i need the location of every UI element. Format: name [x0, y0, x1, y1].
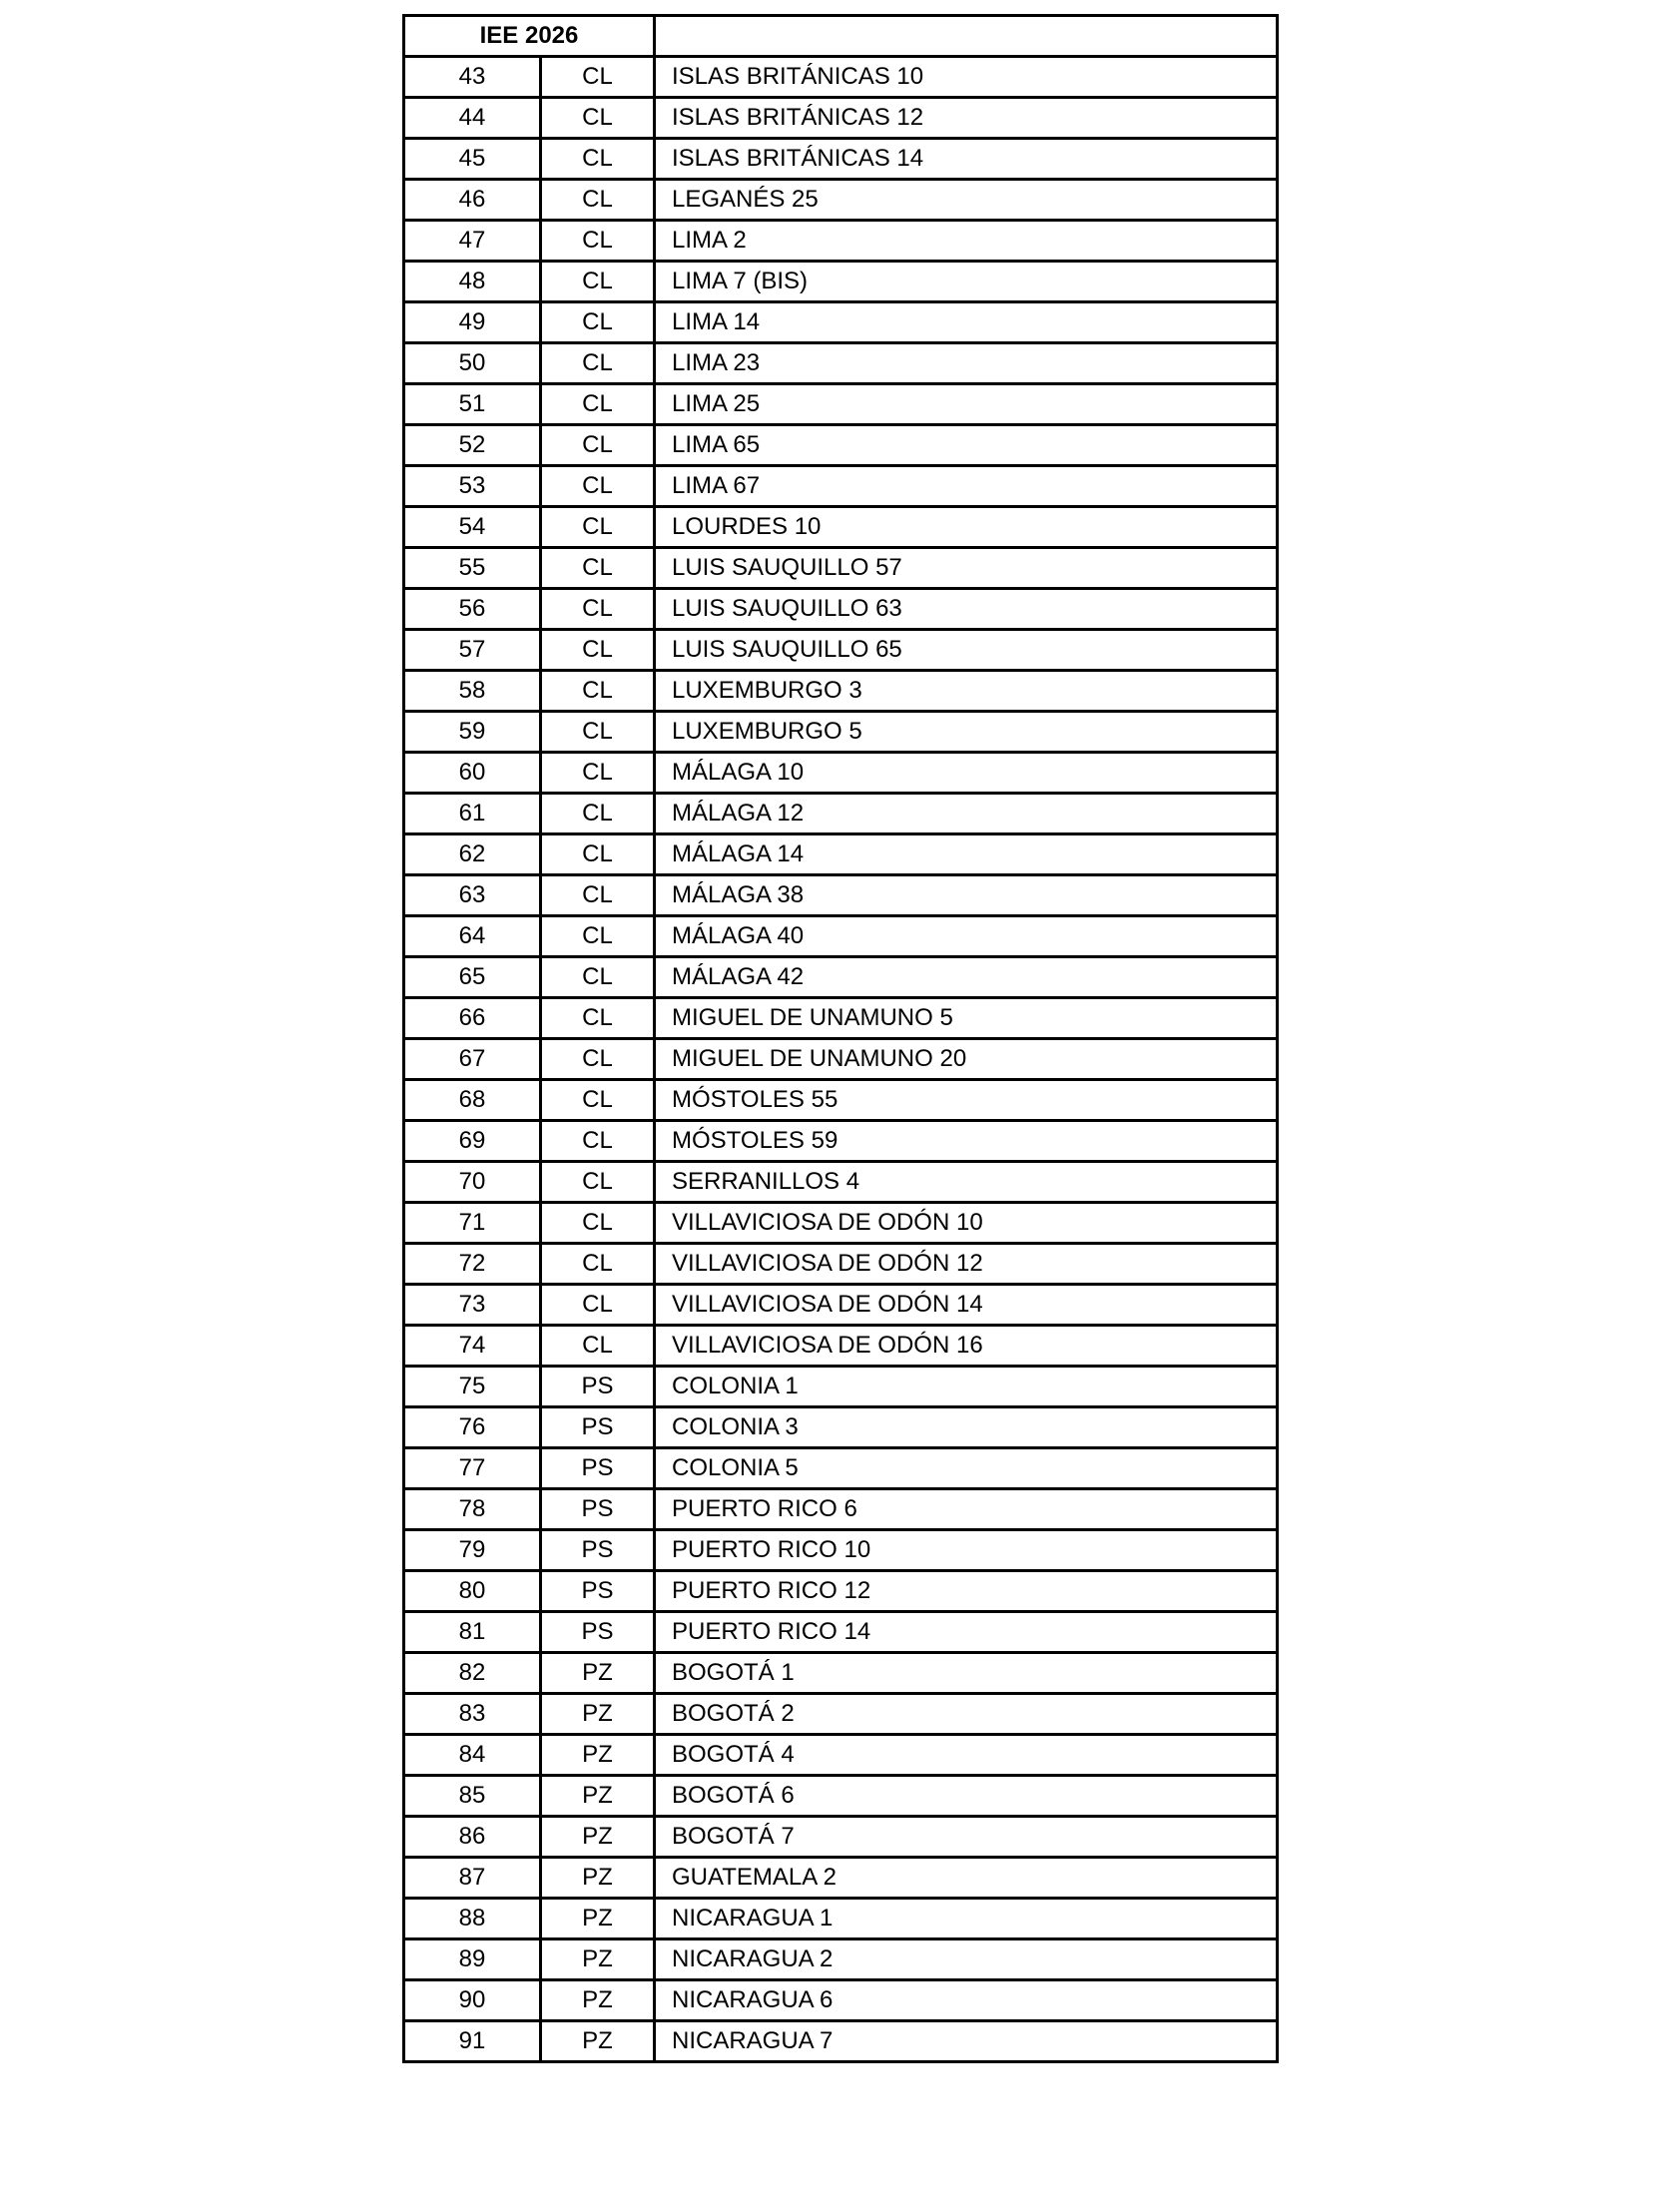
street-address: LUXEMBURGO 3 [655, 671, 1278, 712]
street-type: PS [541, 1489, 655, 1530]
table-row [404, 2021, 1278, 2062]
street-type: CL [541, 1039, 655, 1080]
table-row [404, 507, 1278, 548]
table-row [404, 343, 1278, 384]
row-number: 57 [404, 630, 541, 671]
table-row [404, 1407, 1278, 1448]
row-number: 90 [404, 1980, 541, 2021]
table-row [404, 1326, 1278, 1367]
street-address: ISLAS BRITÁNICAS 10 [655, 57, 1278, 98]
row-number: 70 [404, 1162, 541, 1203]
street-address: BOGOTÁ 6 [655, 1776, 1278, 1817]
row-number: 73 [404, 1285, 541, 1326]
street-type: PS [541, 1571, 655, 1612]
row-number: 67 [404, 1039, 541, 1080]
street-type: CL [541, 712, 655, 753]
street-type: PZ [541, 1694, 655, 1735]
street-type: PZ [541, 1980, 655, 2021]
table-row [404, 1776, 1278, 1817]
row-number: 79 [404, 1530, 541, 1571]
street-type: CL [541, 589, 655, 630]
table-row [404, 1653, 1278, 1694]
street-address: LEGANÉS 25 [655, 180, 1278, 221]
row-number: 45 [404, 139, 541, 180]
street-address: MÁLAGA 10 [655, 753, 1278, 794]
table-row [404, 1612, 1278, 1653]
row-number: 82 [404, 1653, 541, 1694]
street-type: CL [541, 343, 655, 384]
table-row [404, 466, 1278, 507]
row-number: 84 [404, 1735, 541, 1776]
table-row [404, 916, 1278, 957]
table-row [404, 1448, 1278, 1489]
table-row [404, 1694, 1278, 1735]
street-type: CL [541, 957, 655, 998]
table-row [404, 589, 1278, 630]
table-body [404, 16, 1278, 2062]
row-number: 50 [404, 343, 541, 384]
street-type: CL [541, 384, 655, 425]
street-address: NICARAGUA 6 [655, 1980, 1278, 2021]
table-row [404, 957, 1278, 998]
street-address: VILLAVICIOSA DE ODÓN 16 [655, 1326, 1278, 1367]
row-number: 49 [404, 302, 541, 343]
street-address: MÁLAGA 40 [655, 916, 1278, 957]
row-number: 52 [404, 425, 541, 466]
street-address: LIMA 2 [655, 221, 1278, 262]
row-number: 64 [404, 916, 541, 957]
row-number: 62 [404, 834, 541, 875]
table-row [404, 1080, 1278, 1121]
street-address: LIMA 14 [655, 302, 1278, 343]
street-type: PZ [541, 2021, 655, 2062]
street-type: CL [541, 302, 655, 343]
table-row [404, 180, 1278, 221]
street-address: LUIS SAUQUILLO 63 [655, 589, 1278, 630]
street-type: CL [541, 1121, 655, 1162]
row-number: 80 [404, 1571, 541, 1612]
row-number: 76 [404, 1407, 541, 1448]
row-number: 63 [404, 875, 541, 916]
street-address: VILLAVICIOSA DE ODÓN 14 [655, 1285, 1278, 1326]
street-address: NICARAGUA 1 [655, 1899, 1278, 1939]
street-type: CL [541, 671, 655, 712]
street-address: COLONIA 5 [655, 1448, 1278, 1489]
table-header-right [655, 16, 1278, 57]
table-row [404, 1039, 1278, 1080]
street-address: MÁLAGA 38 [655, 875, 1278, 916]
row-number: 87 [404, 1858, 541, 1899]
table-row [404, 302, 1278, 343]
street-type: CL [541, 98, 655, 139]
street-address: LOURDES 10 [655, 507, 1278, 548]
row-number: 68 [404, 1080, 541, 1121]
street-address: NICARAGUA 2 [655, 1939, 1278, 1980]
row-number: 85 [404, 1776, 541, 1817]
street-address: MÓSTOLES 55 [655, 1080, 1278, 1121]
street-type: CL [541, 875, 655, 916]
street-address: BOGOTÁ 1 [655, 1653, 1278, 1694]
address-table [402, 14, 1279, 2063]
row-number: 58 [404, 671, 541, 712]
table-row [404, 753, 1278, 794]
table-row [404, 384, 1278, 425]
street-address: MIGUEL DE UNAMUNO 5 [655, 998, 1278, 1039]
row-number: 55 [404, 548, 541, 589]
row-number: 88 [404, 1899, 541, 1939]
street-type: CL [541, 1285, 655, 1326]
street-type: PZ [541, 1776, 655, 1817]
street-address: LUIS SAUQUILLO 65 [655, 630, 1278, 671]
table-row [404, 630, 1278, 671]
street-address: LUXEMBURGO 5 [655, 712, 1278, 753]
row-number: 81 [404, 1612, 541, 1653]
row-number: 51 [404, 384, 541, 425]
table-row [404, 1285, 1278, 1326]
street-address: COLONIA 3 [655, 1407, 1278, 1448]
street-address: LIMA 25 [655, 384, 1278, 425]
row-number: 46 [404, 180, 541, 221]
row-number: 72 [404, 1244, 541, 1285]
street-type: PZ [541, 1653, 655, 1694]
table-row [404, 262, 1278, 302]
street-address: PUERTO RICO 6 [655, 1489, 1278, 1530]
street-type: CL [541, 1080, 655, 1121]
row-number: 86 [404, 1817, 541, 1858]
street-address: NICARAGUA 7 [655, 2021, 1278, 2062]
street-type: PZ [541, 1899, 655, 1939]
table-row [404, 57, 1278, 98]
street-type: PS [541, 1367, 655, 1407]
street-address: ISLAS BRITÁNICAS 14 [655, 139, 1278, 180]
table-row [404, 712, 1278, 753]
street-type: PZ [541, 1939, 655, 1980]
street-address: LIMA 67 [655, 466, 1278, 507]
table-title: IEE 2026 [404, 16, 655, 57]
street-address: SERRANILLOS 4 [655, 1162, 1278, 1203]
street-address: MÁLAGA 42 [655, 957, 1278, 998]
row-number: 91 [404, 2021, 541, 2062]
street-type: PZ [541, 1817, 655, 1858]
row-number: 83 [404, 1694, 541, 1735]
street-type: CL [541, 221, 655, 262]
table-row [404, 98, 1278, 139]
street-type: CL [541, 794, 655, 834]
street-type: CL [541, 998, 655, 1039]
street-type: PZ [541, 1858, 655, 1899]
table-row [404, 834, 1278, 875]
table-row [404, 425, 1278, 466]
street-address: COLONIA 1 [655, 1367, 1278, 1407]
street-type: PZ [541, 1735, 655, 1776]
street-type: PS [541, 1448, 655, 1489]
street-address: MÁLAGA 14 [655, 834, 1278, 875]
street-type: CL [541, 1162, 655, 1203]
street-address: LIMA 65 [655, 425, 1278, 466]
table-row [404, 1571, 1278, 1612]
street-type: CL [541, 834, 655, 875]
table-row [404, 221, 1278, 262]
row-number: 78 [404, 1489, 541, 1530]
street-type: CL [541, 57, 655, 98]
street-type: CL [541, 548, 655, 589]
table-row [404, 1939, 1278, 1980]
row-number: 71 [404, 1203, 541, 1244]
street-type: CL [541, 466, 655, 507]
row-number: 77 [404, 1448, 541, 1489]
row-number: 44 [404, 98, 541, 139]
row-number: 43 [404, 57, 541, 98]
street-address: GUATEMALA 2 [655, 1858, 1278, 1899]
street-type: CL [541, 425, 655, 466]
street-type: CL [541, 916, 655, 957]
street-type: CL [541, 139, 655, 180]
street-address: LIMA 7 (BIS) [655, 262, 1278, 302]
street-type: CL [541, 753, 655, 794]
street-address: LIMA 23 [655, 343, 1278, 384]
street-address: ISLAS BRITÁNICAS 12 [655, 98, 1278, 139]
street-address: LUIS SAUQUILLO 57 [655, 548, 1278, 589]
row-number: 66 [404, 998, 541, 1039]
table-row [404, 794, 1278, 834]
table-row [404, 998, 1278, 1039]
table-row [404, 1244, 1278, 1285]
table-header-row [404, 16, 1278, 57]
street-type: CL [541, 1326, 655, 1367]
street-type: PS [541, 1612, 655, 1653]
street-type: CL [541, 1244, 655, 1285]
table-row [404, 1203, 1278, 1244]
street-type: CL [541, 180, 655, 221]
table-row [404, 671, 1278, 712]
street-address: MÁLAGA 12 [655, 794, 1278, 834]
row-number: 89 [404, 1939, 541, 1980]
row-number: 54 [404, 507, 541, 548]
street-address: BOGOTÁ 4 [655, 1735, 1278, 1776]
street-address: MÓSTOLES 59 [655, 1121, 1278, 1162]
street-type: CL [541, 1203, 655, 1244]
table-row [404, 1980, 1278, 2021]
table-row [404, 548, 1278, 589]
street-address: MIGUEL DE UNAMUNO 20 [655, 1039, 1278, 1080]
table-row [404, 1489, 1278, 1530]
row-number: 65 [404, 957, 541, 998]
street-address: BOGOTÁ 7 [655, 1817, 1278, 1858]
table-row [404, 1162, 1278, 1203]
table-row [404, 1858, 1278, 1899]
table-row [404, 1121, 1278, 1162]
table-row [404, 1735, 1278, 1776]
row-number: 59 [404, 712, 541, 753]
street-address: PUERTO RICO 12 [655, 1571, 1278, 1612]
row-number: 53 [404, 466, 541, 507]
row-number: 56 [404, 589, 541, 630]
row-number: 47 [404, 221, 541, 262]
row-number: 69 [404, 1121, 541, 1162]
street-address: VILLAVICIOSA DE ODÓN 10 [655, 1203, 1278, 1244]
street-address: PUERTO RICO 10 [655, 1530, 1278, 1571]
table-row [404, 875, 1278, 916]
street-type: PS [541, 1407, 655, 1448]
street-address: VILLAVICIOSA DE ODÓN 12 [655, 1244, 1278, 1285]
table-row [404, 1817, 1278, 1858]
table-row [404, 139, 1278, 180]
street-type: CL [541, 630, 655, 671]
street-type: PS [541, 1530, 655, 1571]
street-type: CL [541, 507, 655, 548]
table-row [404, 1899, 1278, 1939]
table-row [404, 1530, 1278, 1571]
street-address: PUERTO RICO 14 [655, 1612, 1278, 1653]
street-address: BOGOTÁ 2 [655, 1694, 1278, 1735]
table-row [404, 1367, 1278, 1407]
row-number: 48 [404, 262, 541, 302]
row-number: 60 [404, 753, 541, 794]
row-number: 74 [404, 1326, 541, 1367]
street-type: CL [541, 262, 655, 302]
row-number: 75 [404, 1367, 541, 1407]
row-number: 61 [404, 794, 541, 834]
